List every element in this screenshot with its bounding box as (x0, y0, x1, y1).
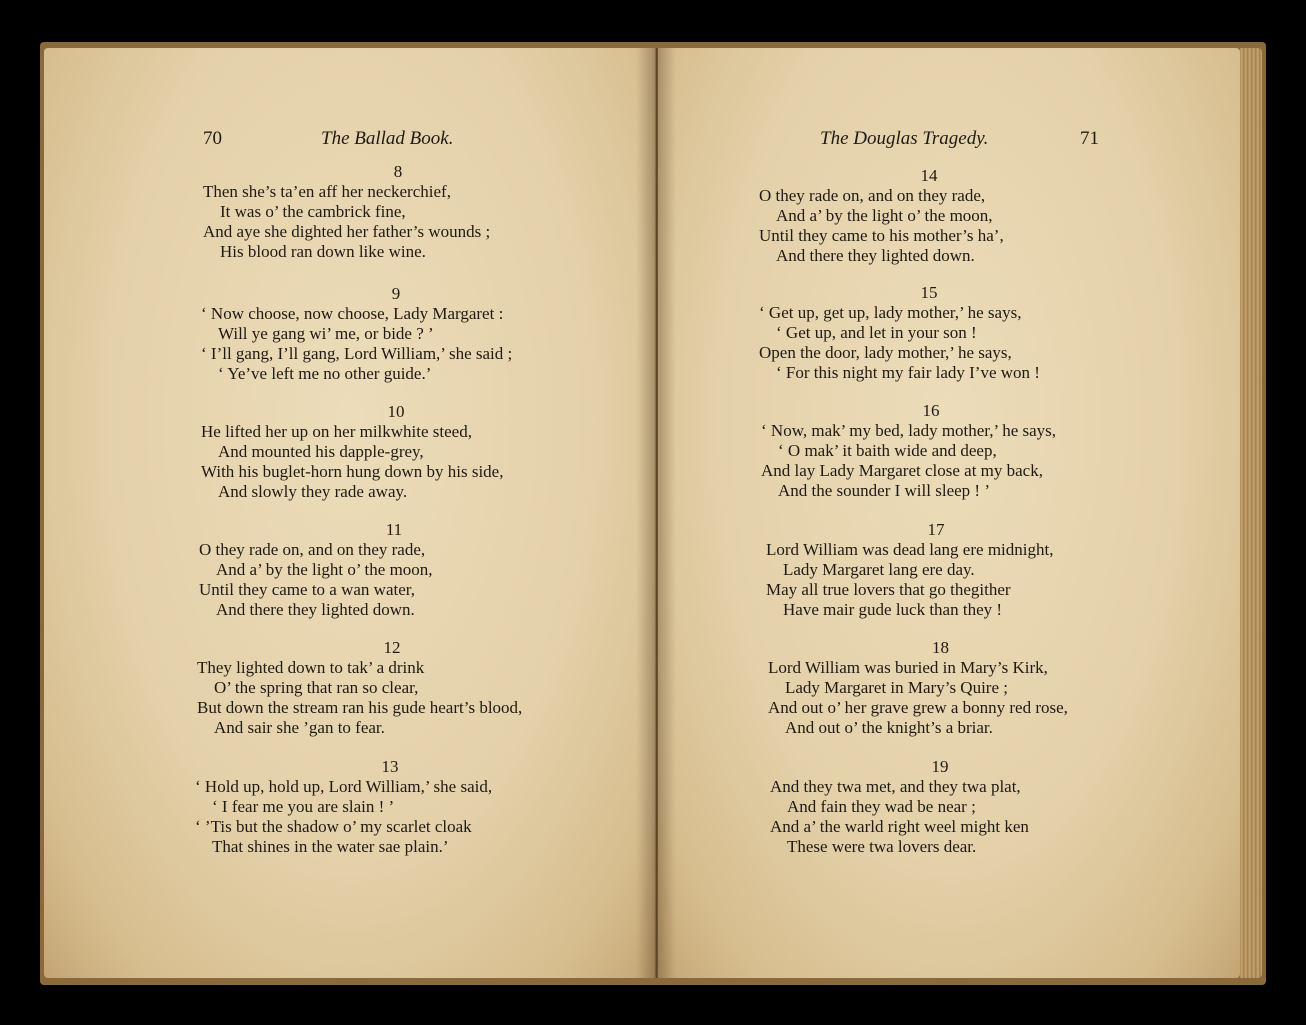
left-running-title: The Ballad Book. (321, 128, 454, 149)
verse-line: O they rade on, and on they rade, (199, 540, 426, 559)
stanza-number: 10 (387, 402, 405, 421)
stanza-8 (203, 162, 593, 262)
stanza-9 (201, 284, 591, 384)
verse-line: It was o’ the cambrick fine, (220, 202, 406, 221)
verse-line: ‘ O mak’ it baith wide and deep, (778, 441, 997, 460)
stanza-number: 19 (931, 757, 949, 776)
stanza-number: 13 (381, 757, 399, 776)
verse-line: He lifted her up on her milkwhite steed, (201, 422, 472, 441)
verse-line: Have mair gude luck than they ! (783, 600, 1003, 619)
verse-line: Lord William was buried in Mary’s Kirk, (768, 658, 1048, 677)
stanza-number: 17 (927, 520, 945, 539)
stanza-11 (199, 520, 589, 620)
stanza-number: 9 (391, 284, 401, 303)
stanza-18 (768, 638, 1113, 738)
stanza-number: 15 (920, 283, 938, 302)
stanza-number: 16 (922, 401, 940, 420)
right-running-title: The Douglas Tragedy. (820, 128, 989, 149)
stanza-number: 11 (385, 520, 403, 539)
verse-line: And slowly they rade away. (218, 482, 408, 501)
verse-line: And aye she dighted her father’s wounds ; (203, 222, 491, 241)
verse-line: And there they lighted down. (216, 600, 415, 619)
verse-line: That shines in the water sae plain.’ (212, 837, 449, 856)
verse-line: ‘ ’Tis but the shadow o’ my scarlet cloak (195, 817, 472, 836)
stanza-number: 14 (920, 166, 938, 185)
verse-line: O’ the spring that ran so clear, (214, 678, 419, 697)
verse-line: And fain they wad be near ; (787, 797, 976, 816)
verse-line: ‘ Hold up, hold up, Lord William,’ she said, (195, 777, 493, 796)
stanza-12 (197, 638, 587, 738)
verse-line: ‘ I fear me you are slain ! ’ (212, 797, 395, 816)
stanza-10 (201, 402, 591, 502)
stanza-16 (761, 401, 1101, 501)
verse-line: And a’ by the light o’ the moon, (216, 560, 433, 579)
verse-line: With his buglet-horn hung down by his side, (201, 462, 504, 481)
verse-line: And sair she ’gan to fear. (214, 718, 385, 737)
stanza-17 (766, 520, 1106, 620)
verse-line: ‘ Now choose, now choose, Lady Margaret : (201, 304, 504, 323)
verse-line: And out o’ the knight’s a briar. (785, 718, 993, 737)
left-page-number: 70 (203, 128, 222, 149)
stanza-19 (770, 757, 1110, 857)
stanza-15 (759, 283, 1099, 383)
verse-line: His blood ran down like wine. (220, 242, 426, 261)
verse-line: May all true lovers that go thegither (766, 580, 1011, 599)
stanza-number: 18 (932, 638, 949, 657)
verse-line: And mounted his dapple-grey, (218, 442, 424, 461)
stanza-13 (195, 757, 585, 857)
right-page-number: 71 (1080, 128, 1099, 149)
verse-line: Lady Margaret in Mary’s Quire ; (785, 678, 1008, 697)
verse-line: And out o’ her grave grew a bonny red rose, (768, 698, 1068, 717)
verse-line: Until they came to a wan water, (199, 580, 415, 599)
verse-line: ‘ Ye’ve left me no other guide.’ (218, 364, 432, 383)
verse-line: These were twa lovers dear. (787, 837, 977, 856)
verse-line: ‘ Now, mak’ my bed, lady mother,’ he says, (761, 421, 1057, 440)
verse-line: Lord William was dead lang ere midnight, (766, 540, 1054, 559)
verse-line: But down the stream ran his gude heart’s blood, (197, 698, 523, 717)
stanza-number: 12 (383, 638, 401, 657)
verse-line: Then she’s ta’en aff her neckerchief, (203, 182, 451, 201)
verse-line: Lady Margaret lang ere day. (783, 560, 975, 579)
verse-line: And a’ the warld right weel might ken (770, 817, 1029, 836)
stanza-14 (759, 166, 1099, 266)
verse-line: And they twa met, and they twa plat, (770, 777, 1021, 796)
verse-line: ‘ Get up, and let in your son ! (776, 323, 977, 342)
verse-line: ‘ Get up, get up, lady mother,’ he says, (759, 303, 1022, 322)
verse-line: ‘ I’ll gang, I’ll gang, Lord William,’ she said ; (201, 344, 513, 363)
page-edges (1240, 48, 1262, 978)
verse-line: And lay Lady Margaret close at my back, (761, 461, 1043, 480)
verse-line: And a’ by the light o’ the moon, (776, 206, 993, 225)
verse-line: Until they came to his mother’s ha’, (759, 226, 1004, 245)
book-gutter (636, 48, 676, 978)
verse-line: Open the door, lady mother,’ he says, (759, 343, 1012, 362)
verse-line: And there they lighted down. (776, 246, 975, 265)
verse-line: They lighted down to tak’ a drink (197, 658, 425, 677)
verse-line: Will ye gang wi’ me, or bide ? ’ (218, 324, 434, 343)
verse-line: And the sounder I will sleep ! ’ (778, 481, 990, 500)
verse-line: O they rade on, and on they rade, (759, 186, 986, 205)
verse-line: ‘ For this night my fair lady I’ve won ! (776, 363, 1040, 382)
stanza-number: 8 (393, 162, 403, 181)
